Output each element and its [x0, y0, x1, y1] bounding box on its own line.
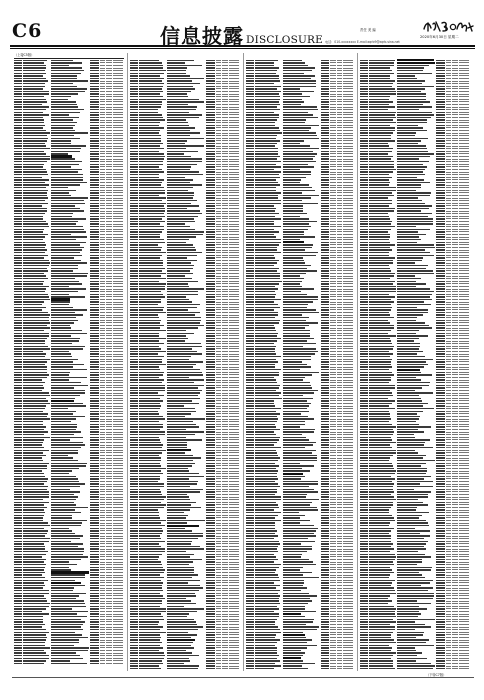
- issue-date: 2020年6月30日 星期二: [420, 35, 459, 40]
- table-column-2: [130, 53, 240, 671]
- table-cell: [14, 663, 22, 665]
- disclosure-table-area: [14, 53, 470, 675]
- masthead-rule-thin: [10, 48, 475, 49]
- table-cell: [100, 663, 106, 664]
- masthead-rule: [10, 45, 475, 47]
- table-column-1: [14, 53, 124, 671]
- masthead: [0, 0, 484, 46]
- continued-from-label: （上接C5版）: [14, 53, 124, 59]
- table-cell: [23, 663, 44, 665]
- table-row: [14, 662, 124, 665]
- section-title-en: DISCLOSURE: [246, 34, 323, 46]
- newspaper-logo-icon: [422, 19, 474, 33]
- table-cell: [106, 663, 112, 664]
- editor-credit: 责任 美 编: [360, 28, 376, 32]
- table-cell: [113, 663, 123, 664]
- contact-line: 电话：010-xxxxxxxx E-mail:zqrb9@zqrb.sina.net: [325, 39, 400, 44]
- page-number: C6: [12, 20, 42, 42]
- table-cell: [90, 663, 99, 665]
- section-title-cn: 信息披露: [160, 24, 244, 48]
- table-cell: [51, 663, 87, 665]
